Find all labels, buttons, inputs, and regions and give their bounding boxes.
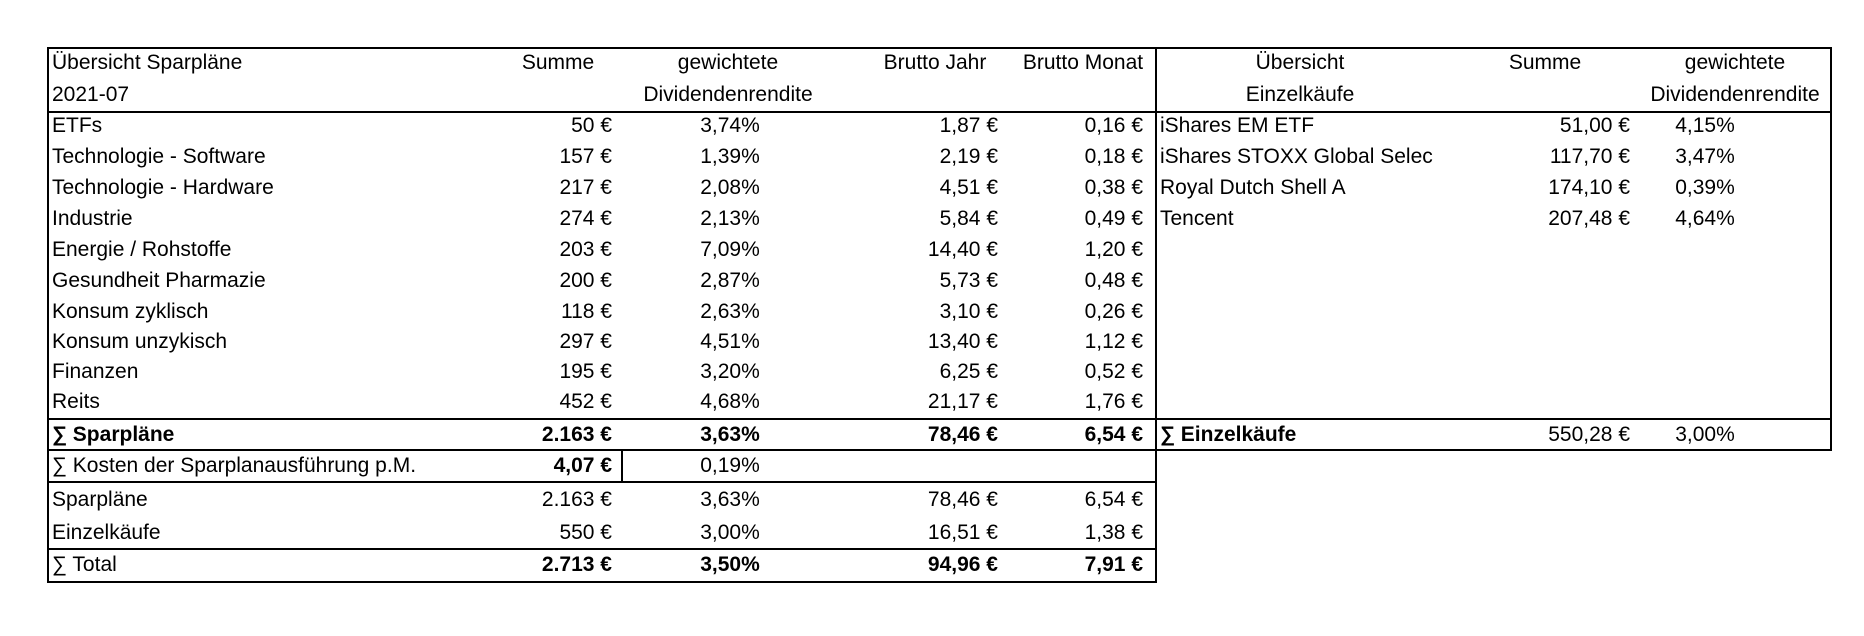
summary-summe: 550 € — [559, 521, 612, 544]
einzel-col-header-summe: Summe — [1508, 51, 1582, 74]
row-rendite: 3,74% — [700, 114, 760, 137]
grand-total-brutto-jahr: 94,96 € — [927, 553, 998, 576]
total-brutto-monat: 6,54 € — [1084, 423, 1143, 446]
einzel-row-summe: 207,48 € — [1548, 207, 1630, 230]
grand-total-brutto-monat: 7,91 € — [1084, 553, 1143, 576]
einzel-row-rendite: 4,64% — [1675, 207, 1735, 230]
row-brutto-monat: 0,49 € — [1084, 207, 1143, 230]
row-summe: 200 € — [559, 269, 612, 292]
row-name: Gesundheit Pharmazie — [52, 269, 266, 292]
table-divider-middle — [1155, 47, 1157, 583]
row-brutto-jahr: 3,10 € — [939, 300, 998, 323]
row-rendite: 2,63% — [700, 300, 760, 323]
summary-brutto-monat: 6,54 € — [1084, 488, 1143, 511]
row-name: Finanzen — [52, 360, 139, 383]
einzel-row-summe: 174,10 € — [1548, 176, 1630, 199]
row-summe: 157 € — [559, 145, 612, 168]
row-brutto-monat: 0,16 € — [1084, 114, 1143, 137]
row-brutto-monat: 1,12 € — [1084, 330, 1143, 353]
kosten-rendite: 0,19% — [700, 454, 760, 477]
row-brutto-monat: 0,48 € — [1084, 269, 1143, 292]
summary-brutto-jahr: 16,51 € — [927, 521, 998, 544]
summary-name: Einzelkäufe — [52, 521, 161, 544]
row-brutto-monat: 0,52 € — [1084, 360, 1143, 383]
sparplaene-title: Übersicht Sparpläne — [52, 51, 243, 74]
summary-summe: 2.163 € — [541, 488, 612, 511]
einzel-row-summe: 51,00 € — [1559, 114, 1630, 137]
row-brutto-jahr: 1,87 € — [939, 114, 998, 137]
row-brutto-jahr: 13,40 € — [927, 330, 998, 353]
col-header-rendite-line1: gewichtete — [677, 51, 779, 74]
kosten-row-bottom — [47, 481, 1157, 483]
table-border-left — [47, 47, 49, 583]
col-header-summe: Summe — [521, 51, 595, 74]
einzel-total-name: ∑ Einzelkäufe — [1160, 423, 1297, 446]
row-name: Technologie - Software — [52, 145, 266, 168]
row-rendite: 1,39% — [700, 145, 760, 168]
einzel-row-name: Royal Dutch Shell A — [1160, 176, 1346, 199]
summary-brutto-jahr: 78,46 € — [927, 488, 998, 511]
row-name: Konsum unzykisch — [52, 330, 228, 353]
row-rendite: 7,09% — [700, 238, 760, 261]
einzel-row-rendite: 0,39% — [1675, 176, 1735, 199]
row-brutto-jahr: 5,73 € — [939, 269, 998, 292]
row-summe: 50 € — [571, 114, 612, 137]
einzel-total-rendite: 3,00% — [1675, 423, 1735, 446]
row-rendite: 4,51% — [700, 330, 760, 353]
row-name: Konsum zyklisch — [52, 300, 209, 323]
row-brutto-jahr: 2,19 € — [939, 145, 998, 168]
grand-total-summe: 2.713 € — [541, 553, 612, 576]
row-rendite: 3,20% — [700, 360, 760, 383]
row-name: Industrie — [52, 207, 133, 230]
summary-rendite: 3,00% — [700, 521, 760, 544]
table-border-right — [1830, 47, 1832, 451]
row-brutto-jahr: 14,40 € — [927, 238, 998, 261]
kosten-summe: 4,07 € — [553, 454, 612, 477]
table-border-bottom — [47, 581, 1157, 583]
row-rendite: 2,08% — [700, 176, 760, 199]
einzel-row-name: iShares STOXX Global Selec — [1160, 145, 1433, 168]
row-brutto-jahr: 21,17 € — [927, 390, 998, 413]
grand-total-rendite: 3,50% — [700, 553, 760, 576]
row-summe: 118 € — [561, 300, 612, 323]
row-summe: 217 € — [559, 176, 612, 199]
einzel-col-header-rendite-line1: gewichtete — [1684, 51, 1786, 74]
row-brutto-jahr: 4,51 € — [939, 176, 998, 199]
row-rendite: 2,87% — [700, 269, 760, 292]
row-name: ETFs — [52, 114, 103, 137]
einzel-title-line1: Übersicht — [1255, 51, 1345, 74]
einzel-total-summe: 550,28 € — [1548, 423, 1630, 446]
summary-brutto-monat: 1,38 € — [1084, 521, 1143, 544]
row-name: Reits — [52, 390, 100, 413]
total-brutto-jahr: 78,46 € — [927, 423, 998, 446]
row-name: Energie / Rohstoffe — [52, 238, 232, 261]
col-header-brutto-jahr: Brutto Jahr — [883, 51, 987, 74]
row-brutto-monat: 0,18 € — [1084, 145, 1143, 168]
row-brutto-monat: 1,76 € — [1084, 390, 1143, 413]
row-summe: 203 € — [559, 238, 612, 261]
einzel-title-line2: Einzelkäufe — [1245, 83, 1355, 106]
row-summe: 195 € — [559, 360, 612, 383]
grand-total-name: ∑ Total — [52, 553, 117, 576]
einzel-row-name: iShares EM ETF — [1160, 114, 1315, 137]
row-rendite: 4,68% — [700, 390, 760, 413]
total-summe: 2.163 € — [541, 423, 612, 446]
row-brutto-jahr: 5,84 € — [939, 207, 998, 230]
total-name: ∑ Sparpläne — [52, 423, 175, 446]
kosten-summe-divider — [621, 449, 623, 483]
row-brutto-monat: 1,20 € — [1084, 238, 1143, 261]
row-brutto-jahr: 6,25 € — [939, 360, 998, 383]
row-brutto-monat: 0,38 € — [1084, 176, 1143, 199]
einzel-row-name: Tencent — [1160, 207, 1234, 230]
row-rendite: 2,13% — [700, 207, 760, 230]
kosten-name: ∑ Kosten der Sparplanausführung p.M. — [52, 454, 417, 477]
row-summe: 297 € — [559, 330, 612, 353]
summary-name: Sparpläne — [52, 488, 148, 511]
col-header-brutto-monat: Brutto Monat — [1022, 51, 1144, 74]
row-name: Technologie - Hardware — [52, 176, 274, 199]
row-summe: 452 € — [559, 390, 612, 413]
einzel-row-rendite: 3,47% — [1675, 145, 1735, 168]
summary-rendite: 3,63% — [700, 488, 760, 511]
col-header-rendite-line2: Dividendenrendite — [643, 83, 813, 106]
total-rendite: 3,63% — [700, 423, 760, 446]
sparplaene-date: 2021-07 — [52, 83, 130, 106]
einzel-row-rendite: 4,15% — [1675, 114, 1735, 137]
row-summe: 274 € — [559, 207, 612, 230]
einzel-row-summe: 117,70 € — [1549, 145, 1630, 168]
einzel-col-header-rendite-line2: Dividendenrendite — [1650, 83, 1820, 106]
row-brutto-monat: 0,26 € — [1084, 300, 1143, 323]
